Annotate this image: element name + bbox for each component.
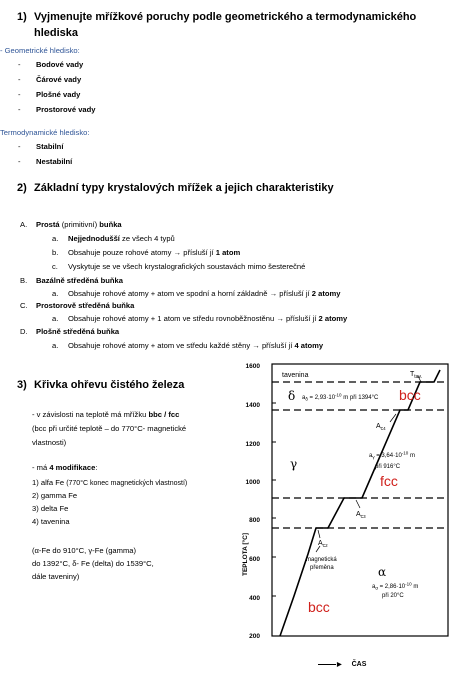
bullet-dash: - [18,157,21,166]
y-tick-label: 1200 [245,441,260,448]
alpha-parameter: $a_\alpha = 2,86\cdot 10^{-10}$ m [372,581,419,591]
item-marker: D. [20,327,28,336]
gamma-temperature: při 916°C [375,464,401,470]
item-marker: b. [52,248,59,257]
item-marker: a. [52,314,59,323]
s2-title: Základní typy krystalových mřížek a jejich charakteristiky [34,182,334,194]
item-marker: A. [20,220,28,229]
s1-number: 1) [17,11,27,23]
alpha-symbol: α [378,565,387,579]
type-a-point: Vyskytuje se ve všech krystalografických soustavách mimo šesterečné [68,262,306,271]
item-marker: B. [20,276,28,285]
item-marker: a. [52,341,59,350]
s2-number: 2) [17,182,27,194]
list-item: Čárové vady [36,75,82,84]
plot-frame [272,364,448,636]
gamma-symbol: γ [290,457,298,471]
type-a-title: Prostá (primitivní) buňka [36,220,122,229]
gamma-parameter: $a_\gamma = 3,64\cdot 10^{-10}$ m [369,450,415,460]
type-c-title: Prostorově středěná buňka [36,301,135,310]
heating-curve-svg [236,356,450,648]
y-tick-label: 400 [249,595,260,602]
modification-item: 3) delta Fe [32,504,69,513]
item-marker: a. [52,234,59,243]
y-tick-label: 600 [249,556,260,563]
s3-para-line: dále taveniny) [32,572,80,581]
list-item: Plošné vady [36,90,81,99]
bullet-dash: - [18,60,21,69]
heating-curve-figure [236,356,450,648]
s3-number: 3) [17,379,27,391]
magnetic-label-line1: magnetická [306,557,337,563]
bullet-dash: - [18,75,21,84]
y-tick-label: 200 [249,633,260,640]
delta-parameter: $a_\delta = 2,93\cdot 10^{-10}$ m při 1394°C [302,392,379,402]
type-d-point: Obsahuje rohové atomy + atom ve středu každé stěny → přísluší jí 4 atomy [68,341,324,350]
s3-para-line: vlastnosti) [32,438,67,447]
y-axis-ticks [246,363,261,640]
arrow-right-icon [318,664,336,665]
y-tick-label: 800 [249,517,260,524]
list-item: Stabilní [36,142,64,151]
modification-item: 4) tavenina [32,517,70,526]
modification-item: 1) alfa Fe (770°C konec magnetických vlastností) [32,478,188,487]
type-a-point: Nejjednodušší ze všech 4 typů [68,234,175,243]
y-tick-label: 1400 [245,402,260,409]
s3-para-line: - má 4 modifikace: [32,463,98,472]
item-marker: C. [20,301,28,310]
y-axis-tick-marks [272,403,276,596]
item-marker: a. [52,289,59,298]
modification-item: 2) gamma Fe [32,491,78,500]
bullet-dash: - [18,90,21,99]
type-a-point: Obsahuje pouze rohové atomy → přísluší jí 1 atom [68,248,241,257]
list-item: Bodové vady [36,60,84,69]
y-axis-label: TEPLOTA [°C] [242,532,249,576]
type-d-title: Plošně středěná buňka [36,327,120,336]
thermodynamic-label: Termodynamické hledisko: [0,128,90,137]
type-c-point: Obsahuje rohové atomy + 1 atom ve středu rovnoběžnostěnu → přísluší jí 2 atomy [68,314,348,323]
type-b-title: Bazálně středěná buňka [36,276,123,285]
s3-para-line: do 1392°C, δ- Fe (delta) do 1539°C, [32,559,154,568]
bcc-bottom-annotation: bcc [308,599,330,615]
item-marker: c. [52,262,58,271]
s3-para-line: (bcc při určité teplotě – do 770°C- magnetické [32,424,187,433]
y-tick-label: 1000 [245,479,260,486]
s3-title: Křivka ohřevu čistého železa [34,379,185,391]
bullet-dash: - [18,105,21,114]
ac3-label: $A_c3$ [356,511,366,520]
ac2-label: $A_c2$ [318,540,328,549]
list-item: Nestabilní [36,157,73,166]
ac4-label: $A_c4$ [376,423,386,432]
type-b-point: Obsahuje rohové atomy + atom ve spodní a horní základně → přísluší jí 2 atomy [68,289,341,298]
y-tick-label: 1600 [245,363,260,370]
tavenina-label: tavenina [282,372,309,379]
s3-para-line: (α-Fe do 910°C, γ-Fe (gamma) [32,546,137,555]
s3-para-line: - v závislosti na teplotě má mřížku bbc / fcc [32,410,180,419]
fcc-annotation: fcc [380,473,398,489]
bullet-dash: - [18,142,21,151]
alpha-temperature: při 20°C [382,593,404,599]
x-axis-label: ▶ ČAS [318,661,366,668]
s1-title-line2: hlediska [34,27,79,39]
s1-title-line1: Vyjmenujte mřížkové poruchy podle geometrického a termodynamického [34,11,417,23]
t-tav-label: $T_{tav.}$ [410,371,422,380]
delta-symbol: δ [288,389,296,403]
list-item: Prostorové vady [36,105,96,114]
bcc-top-annotation: bcc [399,387,421,403]
geometric-label: - Geometrické hledisko: [0,46,80,55]
transformation-lines [272,382,448,528]
magnetic-label-line2: přeměna [310,565,334,571]
